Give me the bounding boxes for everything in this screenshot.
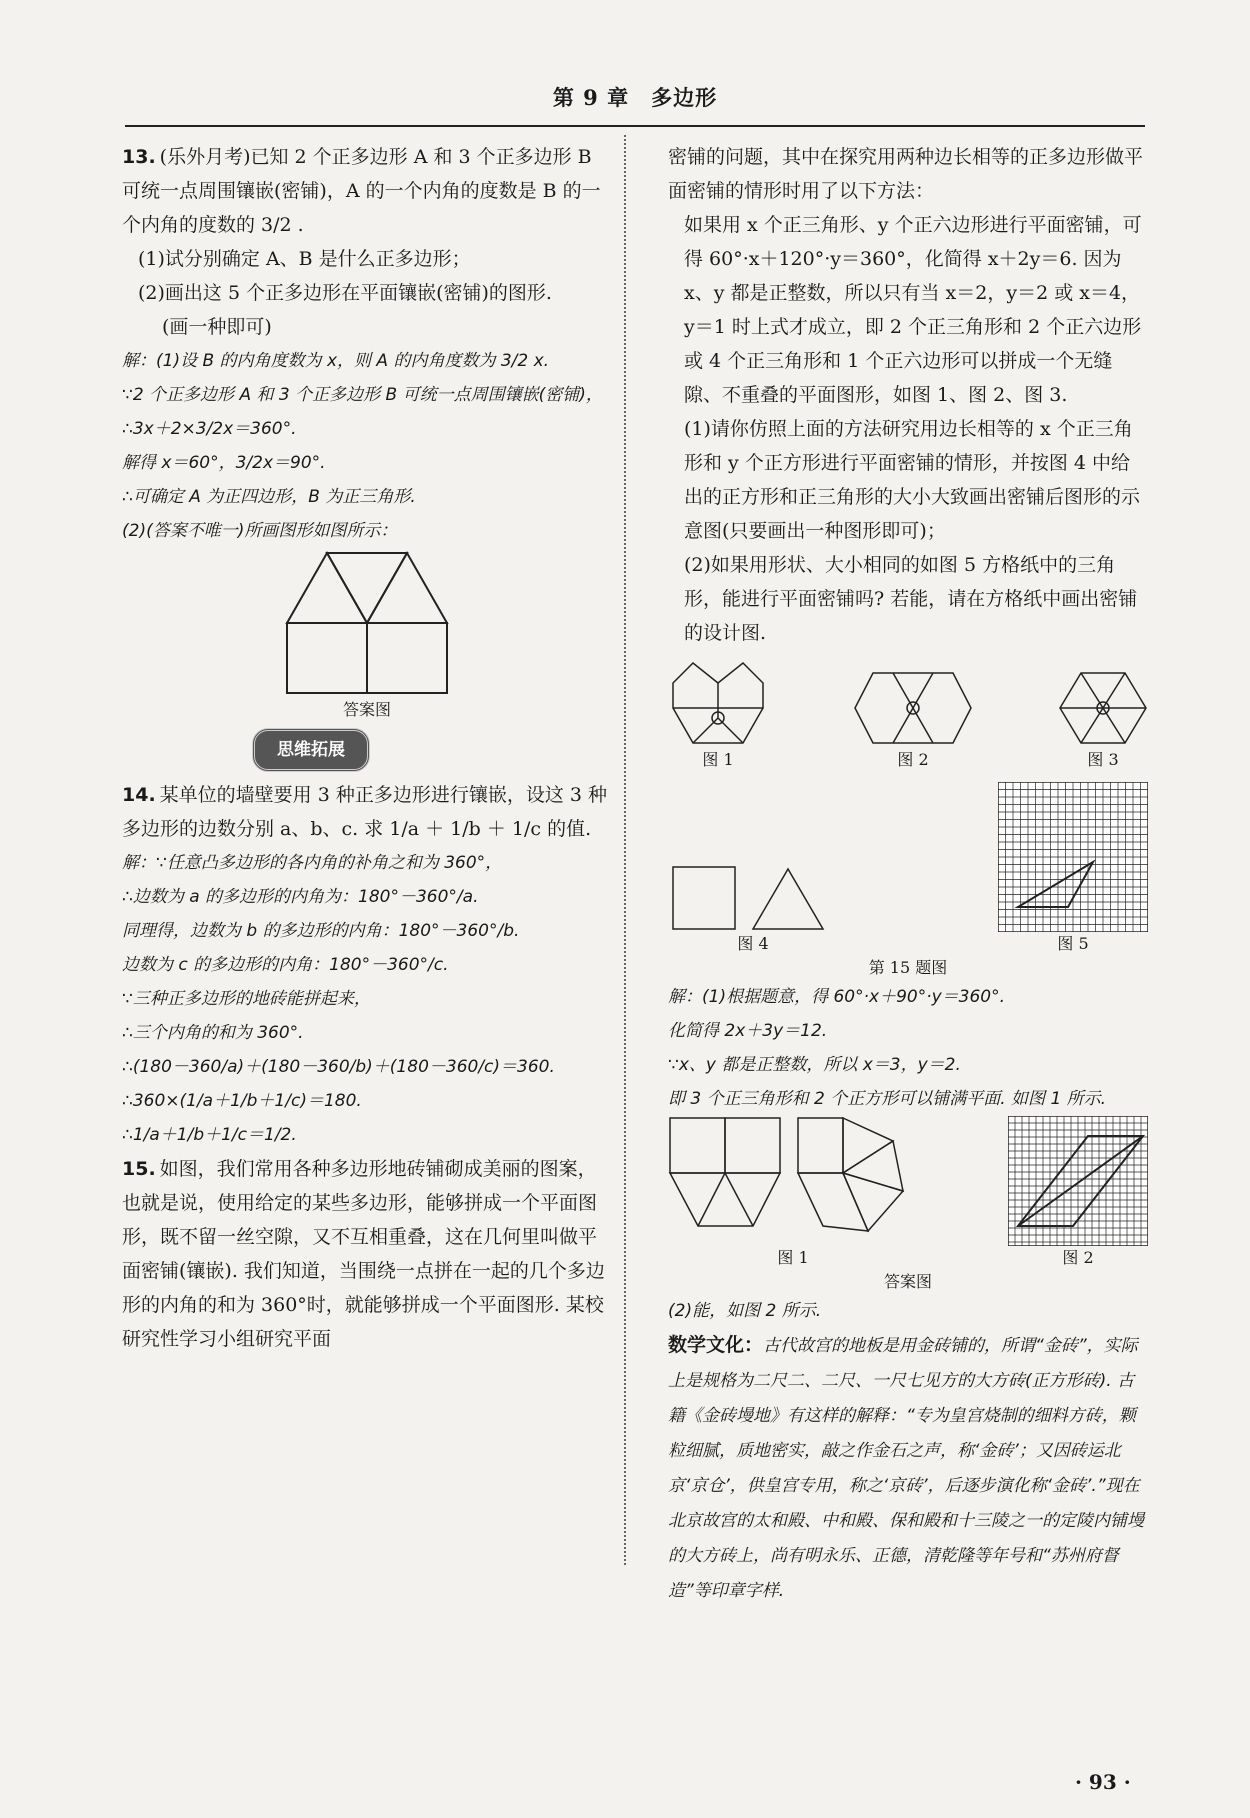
ans-fig1-diagram bbox=[668, 1116, 918, 1246]
q15-sol1: 解：(1)根据题意，得 60°·x＋90°·y＝360°. bbox=[668, 987, 1006, 1007]
section-banner: 思维拓展 bbox=[252, 728, 370, 772]
fig4-diagram bbox=[668, 862, 838, 932]
house-tiling-diagram bbox=[272, 548, 462, 698]
q14-sol6: ∴三个内角的和为 360°. bbox=[122, 1023, 304, 1043]
q15-stem: 15. 如图，我们常用各种多边形地砖铺砌成美丽的图案，也就是说，使用给定的某些多边形，能够拼成一个平面图形，既不留一丝空隙，又不互相重叠，这在几何里叫做平面密铺(镶嵌). 我们知道，当围绕一点拼在一起的几个多边形的内角的和为 360°时，就能够拼成一个平面图形. 某校研究性学习小组研究平面 bbox=[122, 1158, 605, 1350]
fig1: 图 1 bbox=[668, 658, 768, 772]
q14-sol9: ∴1/a＋1/b＋1/c＝1/2. bbox=[122, 1125, 297, 1145]
q15-part2: (2)如果用形状、大小相同的如图 5 方格纸中的三角形，能进行平面密铺吗? 若能，请在方格纸中画出密铺的设计图. bbox=[684, 554, 1138, 644]
q15-figures-row1 bbox=[668, 658, 1148, 772]
q14-sol2: ∴边数为 a 的多边形的内角为：180°－360°/a. bbox=[122, 887, 479, 907]
q15-sol4: 即 3 个正三角形和 2 个正方形可以铺满平面. 如图 1 所示. bbox=[668, 1089, 1107, 1109]
q13-sol2: ∵2 个正多边形 A 和 3 个正多边形 B 可统一点周围镶嵌(密铺)， bbox=[122, 385, 603, 405]
q14-sol4: 边数为 c 的多边形的内角：180°－360°/c. bbox=[122, 955, 449, 975]
q13-sol1: 解：(1)设 B 的内角度数为 x，则 A 的内角度数为 3/2 x. bbox=[122, 351, 550, 371]
q13-sol6: (2)(答案不唯一)所画图形如图所示： bbox=[122, 521, 398, 541]
ans-fig2-grid-diagram bbox=[1008, 1116, 1148, 1246]
fig5-grid-diagram bbox=[998, 782, 1148, 932]
fig3: 图 3 bbox=[1058, 668, 1148, 772]
q13-answer-figure bbox=[122, 548, 612, 722]
column-divider bbox=[624, 135, 626, 1565]
q13-part2: (2)画出这 5 个正多边形在平面镶嵌(密铺)的图形. bbox=[138, 282, 552, 304]
q14-sol7: ∴(180－360/a)＋(180－360/b)＋(180－360/c)＝360. bbox=[122, 1057, 555, 1077]
fig5: 图 5 bbox=[998, 782, 1148, 956]
math-culture: 数学文化：古代故宫的地板是用金砖铺的，所谓“金砖”，实际上是规格为二尺二、二尺、一尺七见方的大方砖(正方形砖). 古籍《金砖墁地》有这样的解释：“专为皇宫烧制的细料方砖，颗粒细腻，质地密实，敲之作金石之声，称‘金砖’；又因砖运北京‘京仓’，供皇宫专用，称之‘京砖’，后逐步演化称‘金砖’.”现在北京故宫的太和殿、中和殿、保和殿和十三陵之一的定陵内铺墁的大方砖上，尚有明永乐、正德，清乾隆等年号和“苏州府督造”等印章字样. bbox=[668, 1334, 1144, 1601]
q14-sol5: ∵三种正多边形的地砖能拼起来， bbox=[122, 989, 371, 1009]
q15-figures-row2 bbox=[668, 782, 1148, 956]
q15-sol3: ∵x、y 都是正整数，所以 x＝3，y＝2. bbox=[668, 1055, 961, 1075]
q15-answer-caption: 答案图 bbox=[883, 1272, 932, 1291]
page-header bbox=[125, 82, 1145, 122]
q15-answer-figures bbox=[668, 1116, 1148, 1270]
q15-figure-caption: 第 15 题图 bbox=[868, 958, 948, 977]
fig4: 图 4 bbox=[668, 862, 838, 956]
right-column bbox=[668, 140, 1148, 1608]
q13-figure-caption: 答案图 bbox=[342, 700, 391, 719]
q14-stem: 14. 某单位的墙壁要用 3 种正多边形进行镶嵌，设这 3 种多边形的边数分别 a、b、c. 求 1/a ＋ 1/b ＋ 1/c 的值. bbox=[122, 784, 608, 840]
fig1-diagram bbox=[668, 658, 768, 748]
left-column bbox=[122, 140, 612, 1356]
q14-sol8: ∴360×(1/a＋1/b＋1/c)＝180. bbox=[122, 1091, 362, 1111]
ans-fig2: 图 2 bbox=[1008, 1116, 1148, 1270]
ans-fig1: 图 1 bbox=[668, 1116, 918, 1270]
q15-sol2: 化简得 2x＋3y＝12. bbox=[668, 1021, 828, 1041]
q14-sol1: 解：∵任意凸多边形的各内角的补角之和为 360°， bbox=[122, 853, 503, 873]
q13-part2b: (画一种即可) bbox=[162, 316, 272, 338]
q13-sol3: ∴3x＋2×3/2x＝360°. bbox=[122, 419, 297, 439]
chapter-title: 第 9 章 多边形 bbox=[552, 85, 718, 110]
q13-part1: (1)试分别确定 A、B 是什么正多边形； bbox=[138, 248, 471, 270]
fig2: 图 2 bbox=[853, 668, 973, 772]
q15-continued: 密铺的问题，其中在探究用两种边长相等的正多边形做平面密铺的情形时用了以下方法： bbox=[668, 146, 1144, 202]
q13-stem: 13. (乐外月考)已知 2 个正多边形 A 和 3 个正多边形 B 可统一点周围镶嵌(密铺)，A 的一个内角的度数是 B 的一个内角的度数的 3/2 . bbox=[122, 146, 601, 236]
fig3-diagram bbox=[1058, 668, 1148, 748]
q13-sol4: 解得 x＝60°，3/2x＝90°. bbox=[122, 453, 326, 473]
q15-method: 如果用 x 个正三角形、y 个正六边形进行平面密铺，可得 60°·x＋120°·y＝360°，化简得 x＋2y＝6. 因为 x、y 都是正整数，所以只有当 x＝2，y＝2 或 x＝4，y＝1 时上式才成立，即 2 个正三角形和 2 个正六边形或 4 个正三角形和 1 个正六边形可以拼成一个无缝隙、不重叠的平面图形，如图 1、图 2、图 3. bbox=[684, 214, 1142, 406]
q15-sol5: (2)能，如图 2 所示. bbox=[668, 1301, 822, 1321]
q13-sol5: ∴可确定 A 为正四边形，B 为正三角形. bbox=[122, 487, 416, 507]
header-rule bbox=[125, 125, 1145, 127]
fig2-diagram bbox=[853, 668, 973, 748]
q14-sol3: 同理得，边数为 b 的多边形的内角：180°－360°/b. bbox=[122, 921, 520, 941]
q15-part1: (1)请你仿照上面的方法研究用边长相等的 x 个正三角形和 y 个正方形进行平面密铺的情形，并按图 4 中给出的正方形和正三角形的大小大致画出密铺后图形的示意图(只要画出一种图形即可)； bbox=[684, 418, 1141, 542]
page-number: · 93 · bbox=[1075, 1770, 1131, 1794]
